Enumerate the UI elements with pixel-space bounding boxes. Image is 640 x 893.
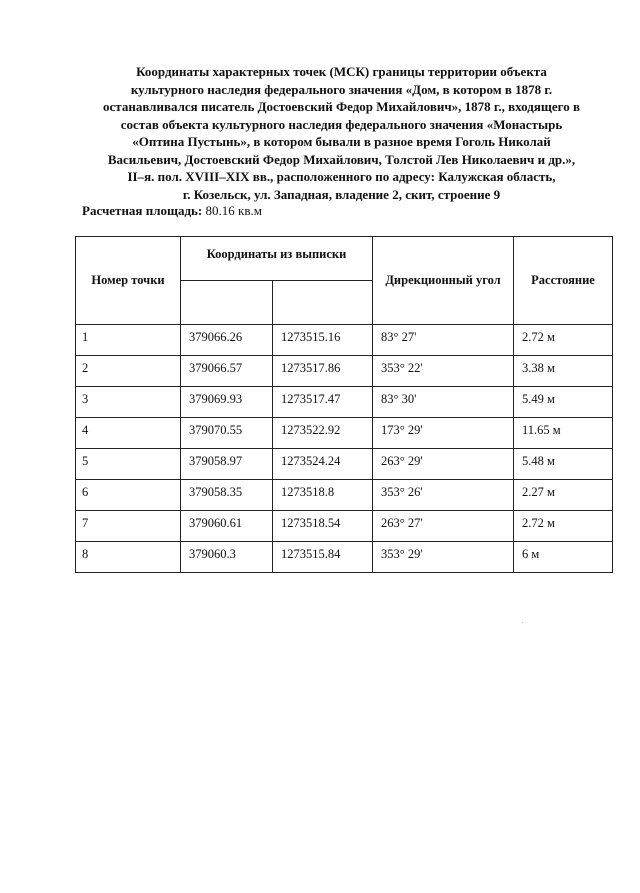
calculated-area: [82, 203, 262, 219]
cell-point: 5: [76, 449, 181, 480]
title-line: г. Козельск, ул. Западная, владение 2, скит, строение 9: [182, 186, 501, 202]
cell-y: 1273524.24: [273, 449, 373, 480]
cell-point: 2: [76, 356, 181, 387]
cell-angle: 263° 29': [373, 449, 514, 480]
cell-y: 1273518.54: [273, 511, 373, 542]
cell-angle: 173° 29': [373, 418, 514, 449]
cell-angle: 353° 22': [373, 356, 514, 387]
document-title: [80, 63, 603, 203]
cell-point: 8: [76, 542, 181, 573]
cell-x: 379060.3: [181, 542, 273, 573]
cell-angle: 83° 30': [373, 387, 514, 418]
title-line: II–я. пол. XVIII–XIX вв., расположенного по адресу: Калужская область,: [127, 169, 556, 184]
area-label: Расчетная площадь:: [82, 203, 203, 218]
table-row: [76, 511, 613, 542]
cell-angle: 353° 29': [373, 542, 514, 573]
cell-distance: 6 м: [514, 542, 613, 573]
cell-distance: 2.72 м: [514, 511, 613, 542]
cell-point: 3: [76, 387, 181, 418]
title-line: «Оптина Пустынь», в котором бывали в разное время Гоголь Николай: [132, 134, 551, 149]
header-point-number: Номер точки: [76, 237, 181, 325]
coordinates-table: [75, 236, 613, 573]
cell-x: 379058.97: [181, 449, 273, 480]
table-row: [76, 325, 613, 356]
cell-angle: 353° 26': [373, 480, 514, 511]
area-value: 80.16 кв.м: [205, 203, 262, 218]
table-row: [76, 418, 613, 449]
table-row: [76, 449, 613, 480]
title-line: культурного наследия федерального значения «Дом, в котором в 1878 г.: [130, 81, 553, 97]
cell-point: 1: [76, 325, 181, 356]
header-distance: Расстояние: [514, 237, 613, 325]
cell-point: 6: [76, 480, 181, 511]
cell-y: 1273522.92: [273, 418, 373, 449]
cell-distance: 2.72 м: [514, 325, 613, 356]
cell-y: 1273515.84: [273, 542, 373, 573]
cell-distance: 3.38 м: [514, 356, 613, 387]
table-row: [76, 542, 613, 573]
cell-angle: 263° 27': [373, 511, 514, 542]
title-line: Васильевич, Достоевский Федор Михайлович, Толстой Лев Николаевич и др.»,: [107, 151, 576, 167]
header-x: [181, 281, 273, 325]
cell-x: 379066.57: [181, 356, 273, 387]
title-line: состав объекта культурного наследия федерального значения «Монастырь: [120, 116, 563, 132]
cell-angle: 83° 27': [373, 325, 514, 356]
cell-distance: 5.49 м: [514, 387, 613, 418]
header-coordinates: Координаты из выписки: [181, 237, 373, 281]
cell-x: 379058.35: [181, 480, 273, 511]
cell-y: 1273515.16: [273, 325, 373, 356]
cell-point: 4: [76, 418, 181, 449]
table-row: [76, 356, 613, 387]
cell-distance: 5.48 м: [514, 449, 613, 480]
cell-y: 1273517.86: [273, 356, 373, 387]
cell-distance: 11.65 м: [514, 418, 613, 449]
title-line: останавливался писатель Достоевский Федор Михайлович», 1878 г., входящего в: [103, 99, 580, 114]
table-row: [76, 480, 613, 511]
cell-distance: 2.27 м: [514, 480, 613, 511]
cell-point: 7: [76, 511, 181, 542]
cell-x: 379069.93: [181, 387, 273, 418]
cell-x: 379066.26: [181, 325, 273, 356]
cell-y: 1273517.47: [273, 387, 373, 418]
cell-y: 1273518.8: [273, 480, 373, 511]
scan-speck: [522, 622, 523, 623]
title-line: Координаты характерных точек (МСК) границы территории объекта: [136, 64, 547, 79]
cell-x: 379070.55: [181, 418, 273, 449]
table-row: [76, 387, 613, 418]
header-y: [273, 281, 373, 325]
header-direction-angle: Дирекционный угол: [373, 237, 514, 325]
cell-x: 379060.61: [181, 511, 273, 542]
